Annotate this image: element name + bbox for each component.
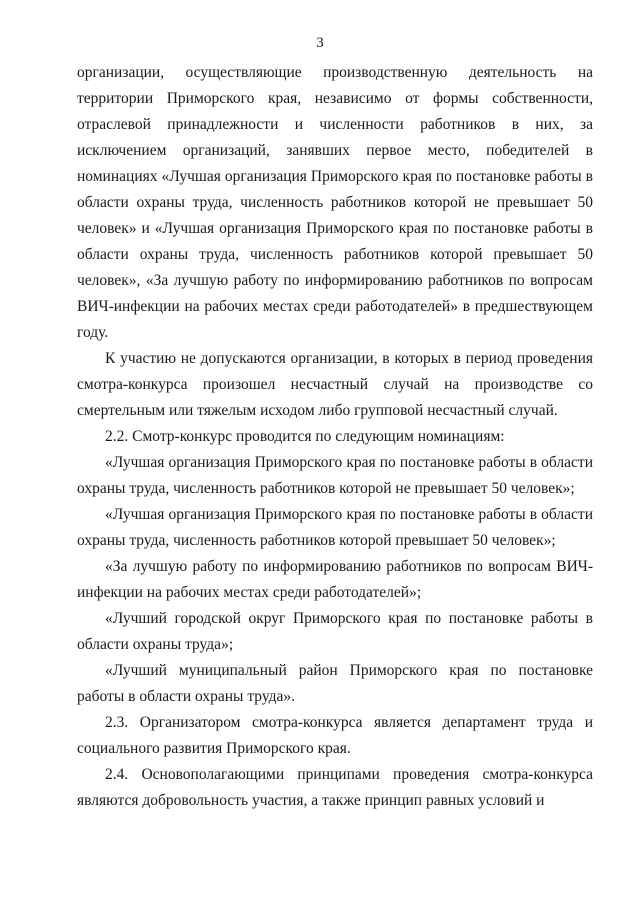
nomination-item: «Лучший муниципальный район Приморского края по постановке работы в области охраны труда». [77,662,593,705]
nomination-item: «Лучшая организация Приморского края по постановке работы в области охраны труда, численность работников которой превышает 50 человек»; [77,506,593,549]
paragraph-exclusions: К участию не допускаются организации, в которых в период проведения смотра-конкурса произошел несчастный случай на производстве со смертельным или тяжелым исходом либо групповой несчастный случай. [77,350,593,419]
paragraph-section-2-2: 2.2. Смотр-конкурс проводится по следующим номинациям: [105,428,505,445]
page-number: 3 [316,35,324,51]
nomination-item: «За лучшую работу по информированию работников по вопросам ВИЧ-инфекции на рабочих местах среди работодателей»; [77,558,593,601]
nomination-item: «Лучший городской округ Приморского края по постановке работы в области охраны труда»; [77,610,593,653]
paragraph-organizations: организации, осуществляющие производственную деятельность на территории Приморского края, независимо от формы собственности, отраслевой принадлежности и численности работников в них, за исключением организаций, занявших первое место, победителей в номинациях «Лучшая организация Приморского края по постановке работы в области охраны труда, численность работников которой не превышает 50 человек» и «Лучшая организация Приморского края по постановке работы в области охраны труда, численность работников которой превышает 50 человек», «За лучшую работу по информированию работников по вопросам ВИЧ-инфекции на рабочих местах среди работодателей» в предшествующем году. [77,64,593,341]
paragraph-section-2-3: 2.3. Организатором смотра-конкурса является департамент труда и социального развития Приморского края. [77,714,593,757]
nomination-item: «Лучшая организация Приморского края по постановке работы в области охраны труда, численность работников которой не превышает 50 человек»; [77,454,593,497]
paragraph-section-2-4: 2.4. Основополагающими принципами проведения смотра-конкурса являются добровольность участия, а также принцип равных условий и [77,766,593,809]
document-body [77,60,593,814]
